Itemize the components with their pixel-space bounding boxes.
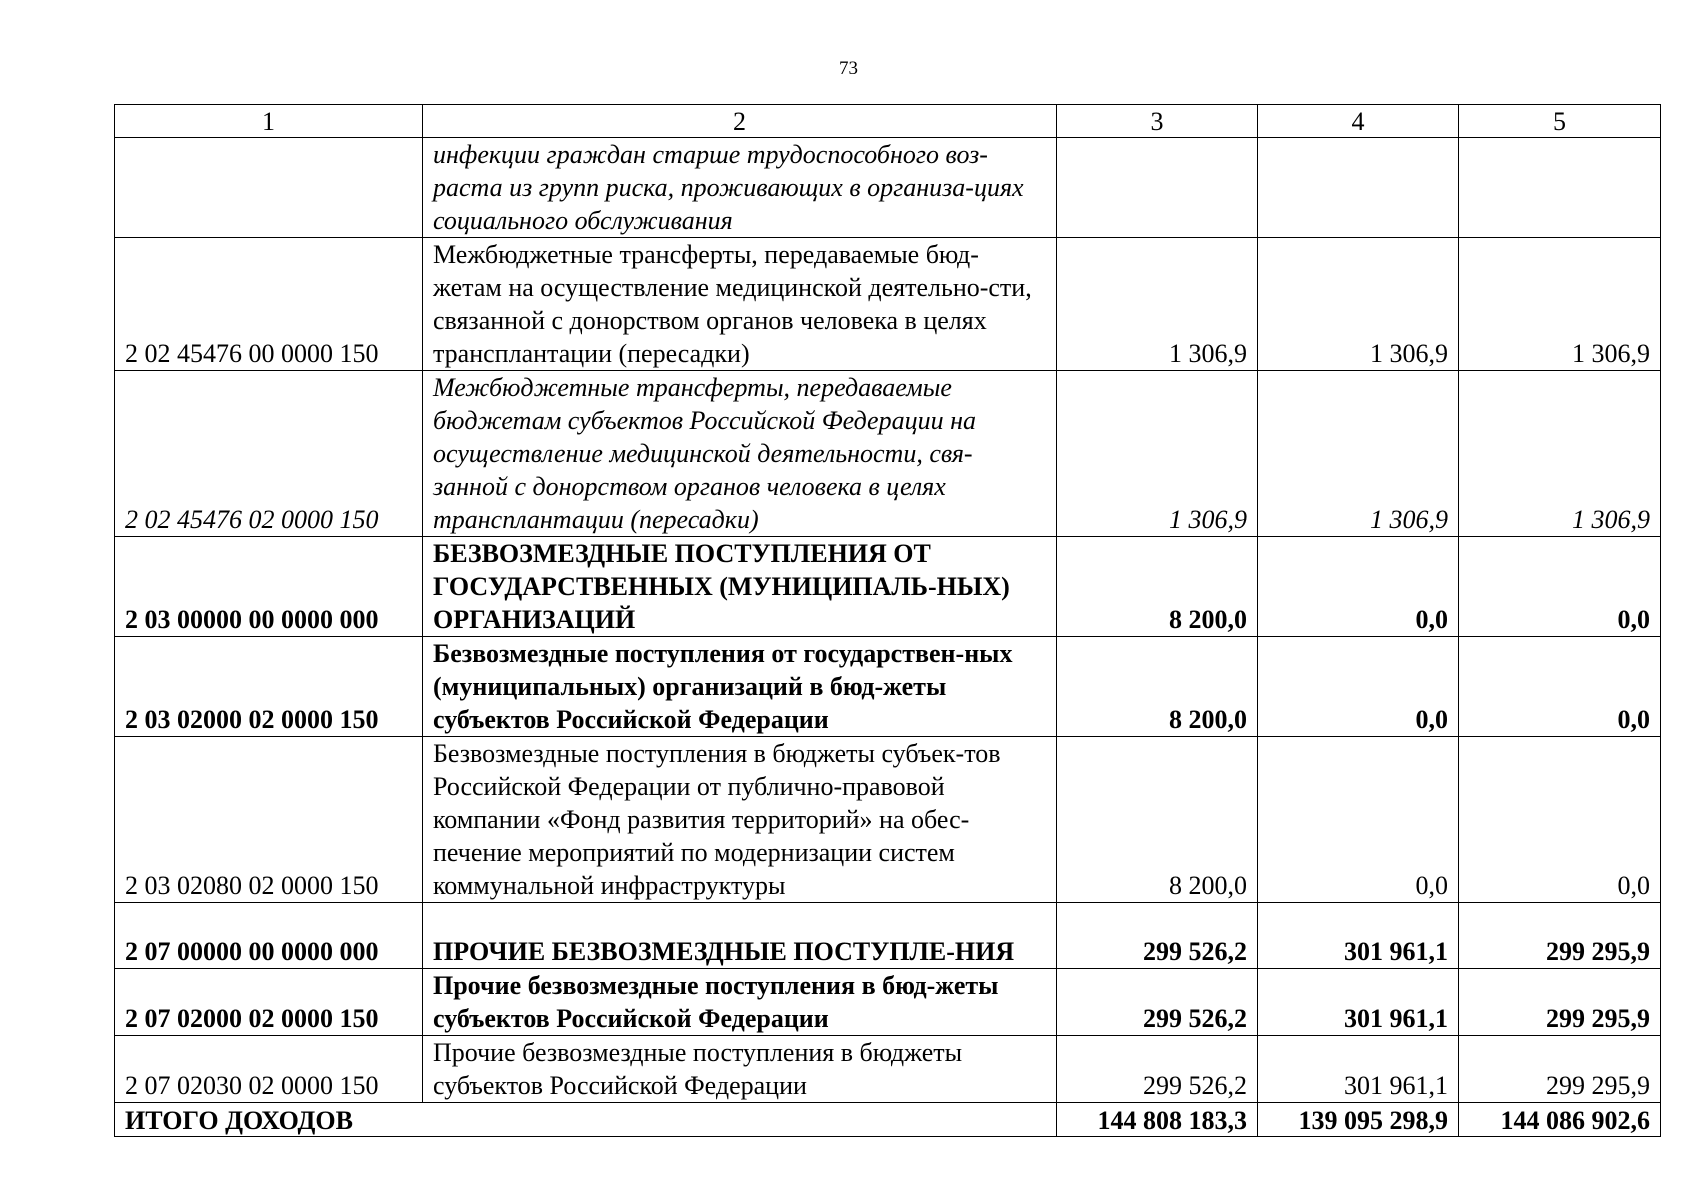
column-header: 3 bbox=[1057, 105, 1258, 138]
table-row bbox=[115, 238, 1661, 371]
value-col4: 1 306,9 bbox=[1258, 371, 1459, 537]
table-row bbox=[115, 969, 1661, 1036]
value-col4: 0,0 bbox=[1258, 537, 1459, 637]
value-col3: 8 200,0 bbox=[1057, 637, 1258, 737]
value-col5: 1 306,9 bbox=[1459, 238, 1661, 371]
value-col3: 299 526,2 bbox=[1057, 1036, 1258, 1103]
value-col3: 8 200,0 bbox=[1057, 737, 1258, 903]
budget-code: 2 02 45476 02 0000 150 bbox=[115, 371, 423, 537]
value-col3: 299 526,2 bbox=[1057, 903, 1258, 969]
budget-code: 2 07 02000 02 0000 150 bbox=[115, 969, 423, 1036]
revenue-name: БЕЗВОЗМЕЗДНЫЕ ПОСТУПЛЕНИЯ ОТ ГОСУДАРСТВЕННЫХ (МУНИЦИПАЛЬ-НЫХ) ОРГАНИЗАЦИЙ bbox=[423, 537, 1057, 637]
value-col4: 1 306,9 bbox=[1258, 238, 1459, 371]
table-row bbox=[115, 1036, 1661, 1103]
value-col4: 301 961,1 bbox=[1258, 1036, 1459, 1103]
value-col5: 0,0 bbox=[1459, 537, 1661, 637]
page-number: 73 bbox=[839, 58, 858, 79]
column-header: 1 bbox=[115, 105, 423, 138]
revenue-name: ПРОЧИЕ БЕЗВОЗМЕЗДНЫЕ ПОСТУПЛЕ-НИЯ bbox=[423, 903, 1057, 969]
total-col3: 144 808 183,3 bbox=[1057, 1103, 1258, 1137]
table-row bbox=[115, 371, 1661, 537]
revenue-name: Прочие безвозмездные поступления в бюд-жеты субъектов Российской Федерации bbox=[423, 969, 1057, 1036]
revenue-table bbox=[114, 104, 1661, 1137]
revenue-name: Безвозмездные поступления в бюджеты субъек-тов Российской Федерации от публично-правовой компании «Фонд развития территорий» на обес-печение мероприятий по модернизации систем коммунальной инфраструктуры bbox=[423, 737, 1057, 903]
table-row bbox=[115, 737, 1661, 903]
revenue-name: Межбюджетные трансферты, передаваемые бюджетам субъектов Российской Федерации на осуществление медицинской деятельности, свя-занной с донорством органов человека в целях трансплантации (пересадки) bbox=[423, 371, 1057, 537]
value-col3: 299 526,2 bbox=[1057, 969, 1258, 1036]
revenue-name: Прочие безвозмездные поступления в бюджеты субъектов Российской Федерации bbox=[423, 1036, 1057, 1103]
total-col4: 139 095 298,9 bbox=[1258, 1103, 1459, 1137]
budget-code: 2 03 00000 00 0000 000 bbox=[115, 537, 423, 637]
value-col4 bbox=[1258, 138, 1459, 238]
total-label: ИТОГО ДОХОДОВ bbox=[115, 1103, 1057, 1137]
total-row bbox=[115, 1103, 1661, 1137]
budget-code: 2 03 02080 02 0000 150 bbox=[115, 737, 423, 903]
value-col4: 0,0 bbox=[1258, 637, 1459, 737]
revenue-name: инфекции граждан старше трудоспособного воз-раста из групп риска, проживающих в организа-циях социального обслуживания bbox=[423, 138, 1057, 238]
revenue-name: Безвозмездные поступления от государствен-ных (муниципальных) организаций в бюд-жеты субъектов Российской Федерации bbox=[423, 637, 1057, 737]
table-row bbox=[115, 537, 1661, 637]
budget-code bbox=[115, 138, 423, 238]
value-col4: 301 961,1 bbox=[1258, 903, 1459, 969]
value-col5: 299 295,9 bbox=[1459, 1036, 1661, 1103]
table-header-row bbox=[115, 105, 1661, 138]
table-row bbox=[115, 903, 1661, 969]
total-col5: 144 086 902,6 bbox=[1459, 1103, 1661, 1137]
value-col3: 1 306,9 bbox=[1057, 371, 1258, 537]
budget-code: 2 02 45476 00 0000 150 bbox=[115, 238, 423, 371]
value-col3: 8 200,0 bbox=[1057, 537, 1258, 637]
revenue-name: Межбюджетные трансферты, передаваемые бюд-жетам на осуществление медицинской деятельно-сти, связанной с донорством органов человека в целях трансплантации (пересадки) bbox=[423, 238, 1057, 371]
budget-code: 2 07 02030 02 0000 150 bbox=[115, 1036, 423, 1103]
budget-code: 2 07 00000 00 0000 000 bbox=[115, 903, 423, 969]
table-row bbox=[115, 138, 1661, 238]
value-col5: 0,0 bbox=[1459, 737, 1661, 903]
value-col5: 1 306,9 bbox=[1459, 371, 1661, 537]
value-col3: 1 306,9 bbox=[1057, 238, 1258, 371]
value-col5: 299 295,9 bbox=[1459, 969, 1661, 1036]
budget-code: 2 03 02000 02 0000 150 bbox=[115, 637, 423, 737]
value-col5: 0,0 bbox=[1459, 637, 1661, 737]
value-col4: 301 961,1 bbox=[1258, 969, 1459, 1036]
column-header: 4 bbox=[1258, 105, 1459, 138]
table-row bbox=[115, 637, 1661, 737]
value-col4: 0,0 bbox=[1258, 737, 1459, 903]
value-col5: 299 295,9 bbox=[1459, 903, 1661, 969]
value-col5 bbox=[1459, 138, 1661, 238]
column-header: 5 bbox=[1459, 105, 1661, 138]
value-col3 bbox=[1057, 138, 1258, 238]
column-header: 2 bbox=[423, 105, 1057, 138]
